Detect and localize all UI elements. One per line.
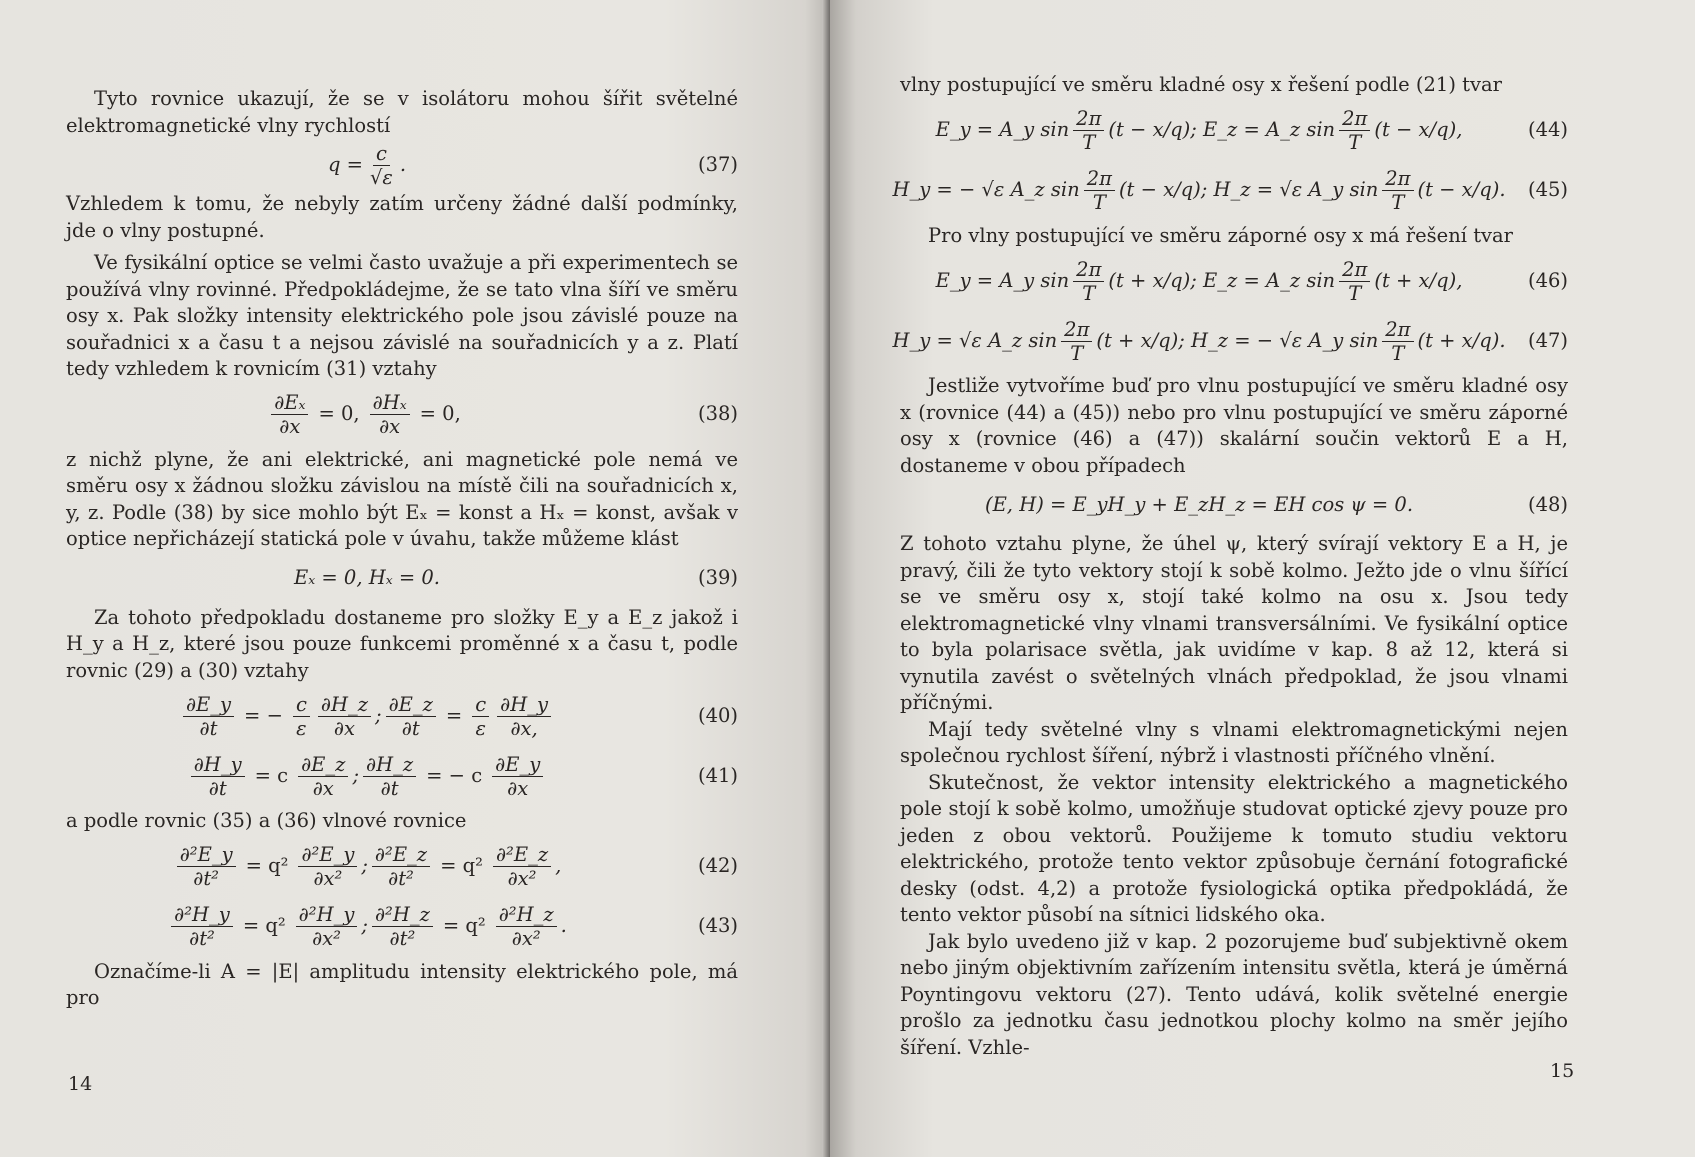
math-fragment: ∂²H_z xyxy=(372,903,433,927)
paragraph: Tyto rovnice ukazují, že se v isolátoru mohou šířit světelné elektromagnetické vlny rychlostí xyxy=(66,87,738,137)
math-fragment: ∂H_y xyxy=(497,693,551,717)
math-fragment: T xyxy=(1348,281,1362,305)
math-fragment: ∂x xyxy=(333,716,355,740)
math-fragment: ∂²E_y xyxy=(177,843,236,867)
paragraph: Označíme-li A = |E| amplitudu intensity elektrického pole, má pro xyxy=(66,959,738,1009)
math-fragment: 2π xyxy=(1084,167,1115,191)
eq-operator: = 0, xyxy=(318,402,360,426)
math-fragment: ∂²H_y xyxy=(171,903,233,927)
math-fragment: ; xyxy=(361,854,368,878)
paragraph: Jak bylo uvedeno již v kap. 2 pozorujeme buď subjektivně okem nebo jiným objektivním zařízením intensitu světla, která je úměrná Poyntingovu vektoru (27). Tento udává, kolik světelné energie prošlo za jednotku času jednotkou plochy kolmo na směr jejího šíření. Vzhle- xyxy=(900,929,1568,1059)
math-fragment: ∂x xyxy=(507,776,529,800)
math-fragment: ; E_z = A_z sin xyxy=(1190,268,1336,292)
equation-number: (46) xyxy=(1527,268,1568,292)
math-fragment: ε xyxy=(475,716,486,740)
math-fragment: ∂²H_z xyxy=(496,903,557,927)
paragraph: z nichž plyne, že ani elektrické, ani magnetické pole nemá ve směru osy x žádnou složku závislou na místě čili na souřadnicích x, y, z. Podle (38) by sice mohlo být Eₓ = konst a Hₓ = konst, avšak v optice nepřicházejí statická pole v úvahu, takže můžeme klást xyxy=(66,447,738,550)
eq-numerator: ∂Eₓ xyxy=(271,391,308,415)
math-fragment: ∂²E_y xyxy=(298,843,357,867)
math-fragment: 2π xyxy=(1382,318,1413,342)
math-fragment: ∂t xyxy=(208,776,227,800)
paragraph: Za tohoto předpokladu dostaneme pro složky E_y a E_z jakož i H_y a H_z, které jsou pouze funkcemi proměnné x a času t, podle rovnic (29) a (30) vztahy xyxy=(66,605,738,682)
math-fragment: ∂x xyxy=(312,776,334,800)
math-fragment: (t − x/q) xyxy=(1374,118,1457,142)
math-fragment: 2π xyxy=(1339,107,1370,131)
paragraph: vlny postupující ve směru kladné osy x řešení podle (21) tvar xyxy=(900,73,1502,96)
equation-number: (44) xyxy=(1527,118,1568,142)
equation-number: (48) xyxy=(1527,492,1568,516)
equation-number: (45) xyxy=(1527,178,1568,202)
math-fragment: = − c xyxy=(426,763,483,787)
math-fragment: 2π xyxy=(1073,107,1104,131)
math-fragment: ; xyxy=(374,703,382,727)
math-fragment: , xyxy=(1456,118,1463,142)
math-fragment: ∂²E_z xyxy=(493,843,551,867)
math-fragment: = xyxy=(445,703,463,727)
math-fragment: ∂t xyxy=(401,716,420,740)
right-page xyxy=(830,0,1695,1157)
equation-48 xyxy=(900,483,1568,527)
math-fragment: H_y = √ε A_z sin xyxy=(892,328,1058,352)
math-fragment: ; xyxy=(352,763,360,787)
math-fragment: E_y = A_y sin xyxy=(935,118,1070,142)
math-fragment: (t + x/q) xyxy=(1374,268,1457,292)
paragraph: Ve fysikální optice se velmi často uvažuje a při experimentech se používá vlny rovinné. Předpokládejme, že se tato vlna šíří ve směru osy x. Pak složky intensity elektrického pole jsou závislé pouze na souřadnici x a času t a nejsou závislé na souřadnicích y a z. Platí tedy vzhledem k rovnicím (31) vztahy xyxy=(66,251,738,380)
math-fragment: ε xyxy=(296,716,307,740)
equation-number: (43) xyxy=(697,914,738,938)
math-fragment: ∂t xyxy=(199,716,218,740)
equation-38 xyxy=(66,387,738,443)
equation-47 xyxy=(892,313,1568,369)
math-fragment: 2π xyxy=(1061,318,1092,342)
math-fragment: ; H_z = − √ε A_y sin xyxy=(1178,328,1379,352)
equation-37 xyxy=(66,143,738,187)
math-fragment: ∂t xyxy=(380,776,399,800)
math-fragment: (t − x/q) xyxy=(1118,178,1201,202)
math-fragment: ∂t² xyxy=(388,867,414,890)
math-fragment: ∂E_y xyxy=(492,753,543,777)
paragraph: Mají tedy světelné vlny s vlnami elektromagnetickými nejen společnou rychlost šíření, nýbrž i vlastnosti příčného vlnění. xyxy=(900,717,1568,767)
equation-number: (39) xyxy=(697,566,738,590)
math-fragment: ; xyxy=(361,914,368,938)
equation-number: (42) xyxy=(697,854,738,878)
math-fragment: T xyxy=(1391,191,1405,214)
math-fragment: = c xyxy=(254,763,289,787)
equation-44 xyxy=(900,103,1568,159)
math-fragment: ∂x² xyxy=(312,927,341,950)
equation-number: (41) xyxy=(697,763,738,787)
equation-41 xyxy=(66,748,738,804)
equation-number: (38) xyxy=(697,402,738,426)
paragraph: Z tohoto vztahu plyne, že úhel ψ, který svírají vektory E a H, je pravý, čili že tyto vektory stojí k sobě kolmo. Ježto jde o vlnu šířící se ve směru osy x, stojí také kolmo na osu x. Jsou tedy elektromagnetické vlny vlnami transversálními. Ve fysikální optice to byla polarisace světla, jak uvidíme v kap. 8 až 12, která si vynutila zavést o světelných vlnách předpoklad, že jsou vlnami příčnými. xyxy=(900,532,1568,714)
math-fragment: ∂x² xyxy=(313,867,343,890)
math-fragment: ∂E_z xyxy=(298,753,348,777)
eq-tail: . xyxy=(399,152,407,176)
math-fragment: (t − x/q) xyxy=(1108,118,1191,142)
math-fragment: ∂x² xyxy=(507,867,537,890)
equation-40 xyxy=(66,688,738,744)
equation-46 xyxy=(900,253,1568,309)
math-fragment: 2π xyxy=(1339,258,1370,282)
math-fragment: c xyxy=(293,693,310,717)
eq-numerator: ∂Hₓ xyxy=(370,391,410,415)
math-fragment: = q² xyxy=(245,854,289,878)
equation-number: (37) xyxy=(697,152,738,176)
math-fragment: 2π xyxy=(1073,258,1104,282)
math-fragment: . xyxy=(560,914,567,938)
equation-43 xyxy=(66,899,738,955)
math-fragment: (t − x/q) xyxy=(1417,178,1500,202)
equation-42 xyxy=(66,839,738,895)
math-fragment: T xyxy=(1092,191,1106,214)
paragraph: Pro vlny postupující ve směru záporné osy x má řešení tvar xyxy=(928,223,1513,247)
equation-number: (40) xyxy=(697,703,738,727)
paragraph: Jestliže vytvoříme buď pro vlnu postupující ve směru kladné osy x (rovnice (44) a (45)) nebo pro vlnu postupující ve směru záporné osy x (rovnice (46) a (47)) skalární součin vektorů E a H, dostaneme v obou případech xyxy=(900,374,1568,477)
math-fragment: ∂t² xyxy=(193,867,220,890)
math-fragment: 2π xyxy=(1382,167,1413,191)
math-fragment: ∂x, xyxy=(510,716,538,740)
math-fragment: = q² xyxy=(242,914,286,938)
math-fragment: ∂²E_z xyxy=(372,843,430,867)
math-fragment: T xyxy=(1070,341,1084,365)
paragraph: a podle rovnic (35) a (36) vlnové rovnice xyxy=(66,809,467,832)
math-fragment: T xyxy=(1082,281,1096,305)
math-fragment: (t + x/q) xyxy=(1096,328,1179,352)
math-fragment: , xyxy=(555,854,562,878)
eq-denominator: ∂x xyxy=(279,415,301,438)
right-text-column xyxy=(892,72,1568,1061)
eq-denominator: √ε xyxy=(369,165,393,189)
paragraph: Vzhledem k tomu, že nebyly zatím určeny žádné další podmínky, jde o vlny postupné. xyxy=(66,192,738,242)
math-fragment: . xyxy=(1499,178,1506,202)
math-fragment: ; H_z = √ε A_y sin xyxy=(1200,178,1379,202)
eq-numerator: c xyxy=(373,142,390,166)
left-page xyxy=(0,0,830,1157)
eq-text: (E, H) = E_yH_y + E_zH_z = EH cos ψ = 0. xyxy=(984,492,1414,516)
math-fragment: c xyxy=(472,693,489,717)
math-fragment: = q² xyxy=(442,914,486,938)
math-fragment: ∂t² xyxy=(389,927,416,950)
page-number: 15 xyxy=(1550,1060,1575,1082)
math-fragment: ∂H_y xyxy=(191,753,245,777)
math-fragment: = q² xyxy=(440,854,483,878)
math-fragment: , xyxy=(1456,268,1463,292)
equation-45 xyxy=(892,163,1568,219)
math-fragment: ∂E_y xyxy=(183,693,234,717)
math-fragment: ∂²H_y xyxy=(296,903,358,927)
eq-denominator: ∂x xyxy=(379,415,401,438)
math-fragment: E_y = A_y sin xyxy=(935,268,1070,292)
math-fragment: = − xyxy=(244,703,283,727)
eq-text: Eₓ = 0, Hₓ = 0. xyxy=(294,566,440,590)
math-fragment: ∂H_z xyxy=(318,693,371,717)
math-fragment: (t + x/q) xyxy=(1417,328,1500,352)
eq-operator: = 0, xyxy=(419,402,461,426)
eq-lhs: q = xyxy=(327,152,363,176)
math-fragment: ∂H_z xyxy=(363,753,416,777)
math-fragment: ∂x² xyxy=(511,927,541,950)
math-fragment: (t + x/q) xyxy=(1108,268,1191,292)
math-fragment: . xyxy=(1499,328,1506,352)
math-fragment: ∂t² xyxy=(189,927,215,950)
equation-number: (47) xyxy=(1527,328,1568,352)
left-text-column xyxy=(66,86,738,1012)
math-fragment: T xyxy=(1391,341,1405,365)
math-fragment: H_y = − √ε A_z sin xyxy=(892,178,1080,202)
math-fragment: ; E_z = A_z sin xyxy=(1190,118,1336,142)
page-number: 14 xyxy=(68,1073,93,1095)
math-fragment: ∂E_z xyxy=(386,693,436,717)
math-fragment: T xyxy=(1348,131,1362,154)
paragraph: Skutečnost, že vektor intensity elektrického a magnetického pole stojí k sobě kolmo, umožňuje studovat optické zjevy pouze pro jeden z obou vektorů. Použijeme k tomuto studiu vektoru elektrického, protože tento vektor způsobuje černání fotografické desky (odst. 4,2) a protože fysiologická optika předpokládá, že tento vektor působí na sítnici lidského oka. xyxy=(900,770,1568,926)
math-fragment: T xyxy=(1082,131,1096,154)
equation-39 xyxy=(66,557,738,601)
